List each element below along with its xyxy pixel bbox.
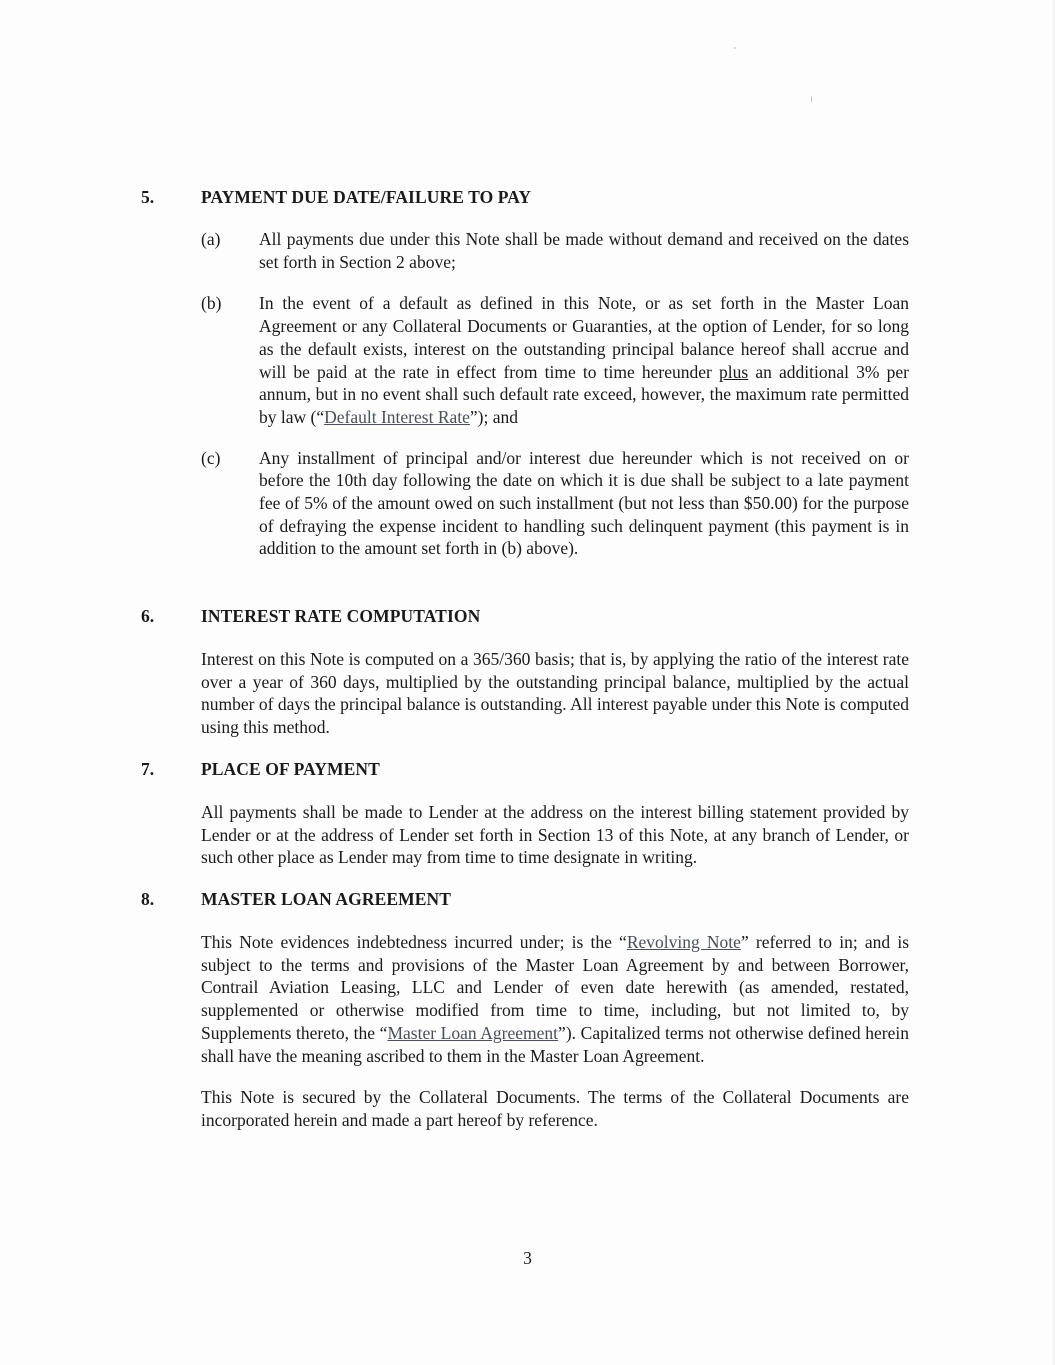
clause-5b (201, 292, 909, 428)
plus-term: plus (719, 361, 749, 382)
clause-5a-label: (a) (201, 229, 221, 249)
section-7-heading (141, 759, 911, 781)
clause-5a (201, 228, 909, 273)
clause-5b-text-part3: ”); and (469, 406, 519, 427)
section-8-p1-part1: This Note evidences indebtedness incurred under; is the “ (201, 932, 627, 952)
section-8-paragraph-2: This Note is secured by the Collateral Documents. The terms of the Collateral Documents are incorporated herein and made a part hereof by reference. (201, 1087, 909, 1130)
section-6-title: INTEREST RATE COMPUTATION (201, 606, 481, 626)
section-5-title: PAYMENT DUE DATE/FAILURE TO PAY (201, 187, 532, 207)
section-7-title: PLACE OF PAYMENT (201, 759, 380, 779)
clause-5b-text-part1: In the event of a default as defined in this Note, or as set forth in the Master Loan Agreement or any Collateral Documents or Guaranties, at the option of Lender, for so long as the default exists, interest on the outstanding principal balance hereof shall accrue and will be paid at the rate in effect from time to time hereunder (259, 293, 909, 382)
section-8 (141, 889, 911, 1132)
master-loan-agreement-term: Master Loan Agreement (387, 1022, 559, 1043)
section-5 (141, 187, 911, 560)
section-8-p1-part3: ”). Capitalized terms not otherwise defined herein shall have the meaning ascribed to them in the Master Loan Agreement. (201, 1022, 909, 1066)
section-6-number: 6. (141, 606, 155, 626)
clause-5c-text: Any installment of principal and/or interest due hereunder which is not received on or before the 10th day following the date on which it is due shall be subject to a late payment fee of 5% of the amount owed on such installment (but not less than $50.00) for the purpose of defraying the expense incident to handling such delinquent payment (this payment is in addition to the amount set forth in (b) above). (259, 447, 909, 559)
revolving-note-term: Revolving Note (626, 932, 741, 952)
scan-speck (811, 96, 812, 102)
section-8-number: 8. (141, 889, 155, 909)
clause-5c (201, 447, 909, 561)
clause-5c-label: (c) (201, 447, 221, 468)
section-5-heading (141, 187, 911, 209)
section-8-heading (141, 889, 911, 911)
section-7-number: 7. (141, 759, 155, 779)
default-interest-rate-term: Default Interest Rate (324, 406, 470, 427)
section-7-text: All payments shall be made to Lender at the address on the interest billing statement provided by Lender or at the address of Lender set forth in Section 13 of this Note, at any branch of Lender, or such other place as Lender may from time to time designate in writing. (201, 802, 909, 868)
section-8-p1-part2: ” referred to in; and is subject to the terms and provisions of the Master Loan Agreement by and between Borrower, Contrail Aviation Leasing, LLC and Lender of even date herewith (as amended, restated, supplemented or otherwise modified from time to time, including, but not limited to, by Supplements thereto, the “ (201, 932, 910, 1043)
section-6 (141, 606, 911, 739)
page-number: 3 (523, 1248, 532, 1268)
clause-5b-text-part2: an additional 3% per annum, but in no event shall such default rate exceed, however, the maximum rate permitted by law (“ (259, 361, 909, 427)
section-6-heading (141, 606, 911, 628)
clause-5b-label: (b) (201, 293, 222, 314)
clause-5a-text: All payments due under this Note shall be made without demand and received on the dates set forth in Section 2 above; (259, 229, 909, 272)
section-8-title: MASTER LOAN AGREEMENT (201, 889, 452, 909)
section-5-number: 5. (141, 187, 155, 207)
clause-5b-text (259, 292, 909, 428)
section-8-paragraph-1 (201, 931, 909, 1067)
scan-speck (734, 47, 736, 49)
section-6-text: Interest on this Note is computed on a 365/360 basis; that is, by applying the ratio of the interest rate over a year of 360 days, multiplied by the outstanding principal balance, multiplied by the actual number of days the principal balance is outstanding. All interest payable under this Note is computed using this method. (201, 649, 909, 738)
section-7 (141, 759, 911, 869)
